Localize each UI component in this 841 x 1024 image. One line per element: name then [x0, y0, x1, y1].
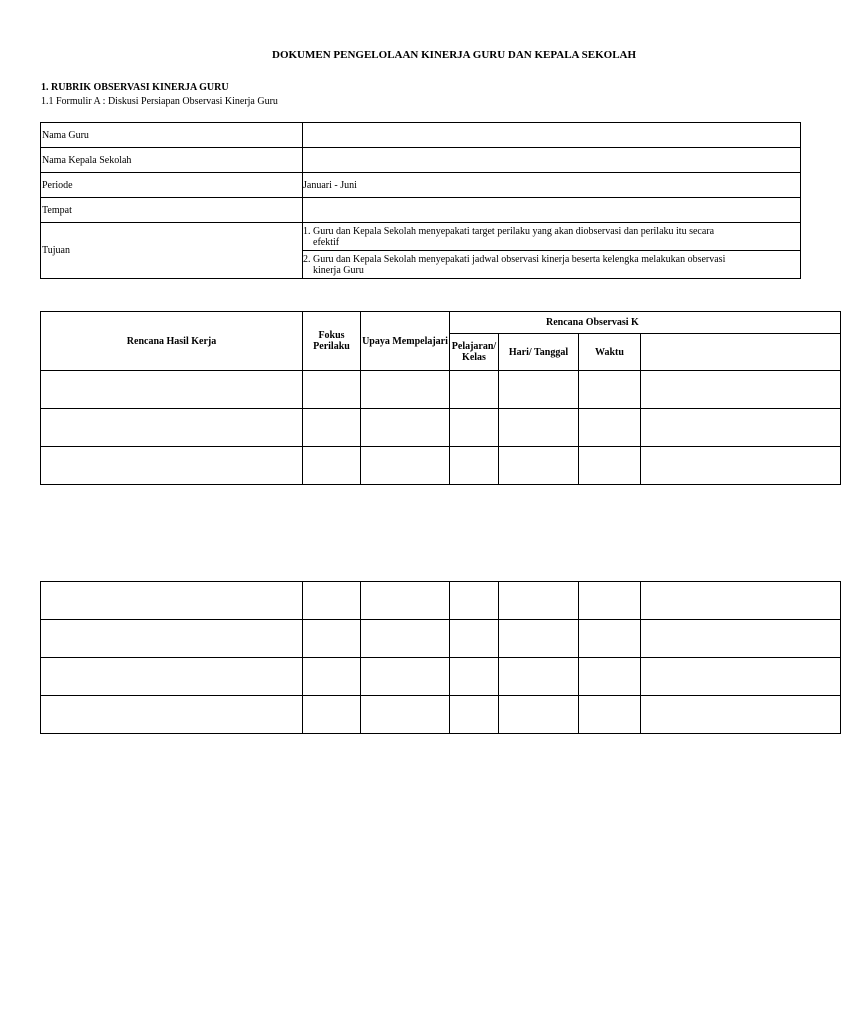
table-cell[interactable] [41, 696, 303, 734]
tempat-field[interactable] [303, 198, 801, 223]
table-cell[interactable] [41, 447, 303, 485]
info-table-container [40, 122, 726, 289]
table-cell[interactable] [41, 371, 303, 409]
header-hari-tanggal: Hari/ Tanggal [499, 334, 579, 371]
header-upaya-mempelajari: Upaya Mempelajari [361, 312, 450, 371]
table-cell[interactable] [450, 447, 499, 485]
label-nama-guru: Nama Guru [41, 123, 303, 148]
header-waktu: Waktu [579, 334, 641, 371]
nama-guru-field[interactable] [303, 123, 801, 148]
table-cell[interactable] [499, 582, 579, 620]
table-row [41, 371, 841, 409]
table-cell[interactable] [641, 696, 841, 734]
periode-field[interactable]: Januari - Juni [303, 173, 801, 198]
table-cell[interactable] [579, 371, 641, 409]
tujuan-item-text: Guru dan Kepala Sekolah menyepakati jadwal observasi kinerja beserta kelengka melakukan observasi kinerja Guru [313, 254, 726, 276]
table-cell[interactable] [303, 658, 361, 696]
table-row [41, 696, 841, 734]
table-cell[interactable] [641, 371, 841, 409]
tujuan-item-text: Guru dan Kepala Sekolah menyepakati target perilaku yang akan diobservasi dan perilaku itu secara efektif [313, 226, 715, 248]
header-rencana-hasil-kerja: Rencana Hasil Kerja [41, 312, 303, 371]
table-cell[interactable] [499, 371, 579, 409]
table-cell[interactable] [361, 658, 450, 696]
table-row [41, 447, 841, 485]
plan-table-2 [40, 581, 841, 734]
table-cell[interactable] [499, 696, 579, 734]
tujuan-item-number: 2. [303, 254, 311, 265]
table-cell[interactable] [303, 409, 361, 447]
table-cell[interactable] [450, 582, 499, 620]
header-fokus-perilaku: Fokus Perilaku [303, 312, 361, 371]
form-subtitle: 1.1 Formulir A : Diskusi Persiapan Observasi Kinerja Guru [41, 96, 278, 107]
table-cell[interactable] [499, 447, 579, 485]
table-cell[interactable] [361, 371, 450, 409]
table-row [41, 173, 801, 198]
table-row [41, 658, 841, 696]
table-cell[interactable] [41, 620, 303, 658]
table-cell[interactable] [361, 447, 450, 485]
plan-table-container [40, 311, 641, 488]
info-table [40, 122, 801, 279]
table-cell[interactable] [41, 582, 303, 620]
table-row [41, 620, 841, 658]
table-row [41, 223, 801, 279]
table-cell[interactable] [450, 696, 499, 734]
plan-table-2-container [40, 581, 641, 737]
table-cell[interactable] [361, 582, 450, 620]
table-cell[interactable] [41, 409, 303, 447]
tujuan-item-number: 1. [303, 226, 311, 237]
table-cell[interactable] [499, 409, 579, 447]
table-cell[interactable] [361, 620, 450, 658]
table-cell[interactable] [641, 582, 841, 620]
table-cell[interactable] [579, 658, 641, 696]
table-cell[interactable] [579, 620, 641, 658]
page-title: DOKUMEN PENGELOLAAN KINERJA GURU DAN KEPALA SEKOLAH [272, 49, 637, 61]
table-cell[interactable] [641, 447, 841, 485]
table-cell[interactable] [303, 447, 361, 485]
tujuan-list [303, 223, 801, 279]
table-header-row [41, 312, 841, 334]
header-pelajaran-kelas: Pelajaran/ Kelas [450, 334, 499, 371]
section-title: 1. RUBRIK OBSERVASI KINERJA GURU [41, 82, 229, 93]
table-cell[interactable] [641, 620, 841, 658]
label-nama-kepala-sekolah: Nama Kepala Sekolah [41, 148, 303, 173]
table-cell[interactable] [579, 696, 641, 734]
label-tempat: Tempat [41, 198, 303, 223]
table-cell[interactable] [361, 696, 450, 734]
nama-kepala-sekolah-field[interactable] [303, 148, 801, 173]
table-row [41, 409, 841, 447]
label-tujuan: Tujuan [41, 223, 303, 279]
table-row [41, 123, 801, 148]
header-rencana-observasi: Rencana Observasi K [450, 312, 841, 334]
header-extra [641, 334, 841, 371]
table-cell[interactable] [361, 409, 450, 447]
table-cell[interactable] [450, 409, 499, 447]
table-cell[interactable] [579, 447, 641, 485]
table-cell[interactable] [303, 696, 361, 734]
table-cell[interactable] [450, 620, 499, 658]
table-cell[interactable] [303, 620, 361, 658]
tujuan-item [303, 250, 800, 278]
table-row [41, 198, 801, 223]
table-row [41, 148, 801, 173]
table-row [41, 582, 841, 620]
table-cell[interactable] [303, 582, 361, 620]
label-periode: Periode [41, 173, 303, 198]
plan-table [40, 311, 841, 485]
table-cell[interactable] [641, 658, 841, 696]
table-cell[interactable] [450, 658, 499, 696]
table-cell[interactable] [450, 371, 499, 409]
table-cell[interactable] [499, 658, 579, 696]
table-cell[interactable] [303, 371, 361, 409]
tujuan-item [303, 223, 800, 250]
table-cell[interactable] [499, 620, 579, 658]
table-cell[interactable] [579, 582, 641, 620]
table-cell[interactable] [579, 409, 641, 447]
table-cell[interactable] [641, 409, 841, 447]
table-cell[interactable] [41, 658, 303, 696]
